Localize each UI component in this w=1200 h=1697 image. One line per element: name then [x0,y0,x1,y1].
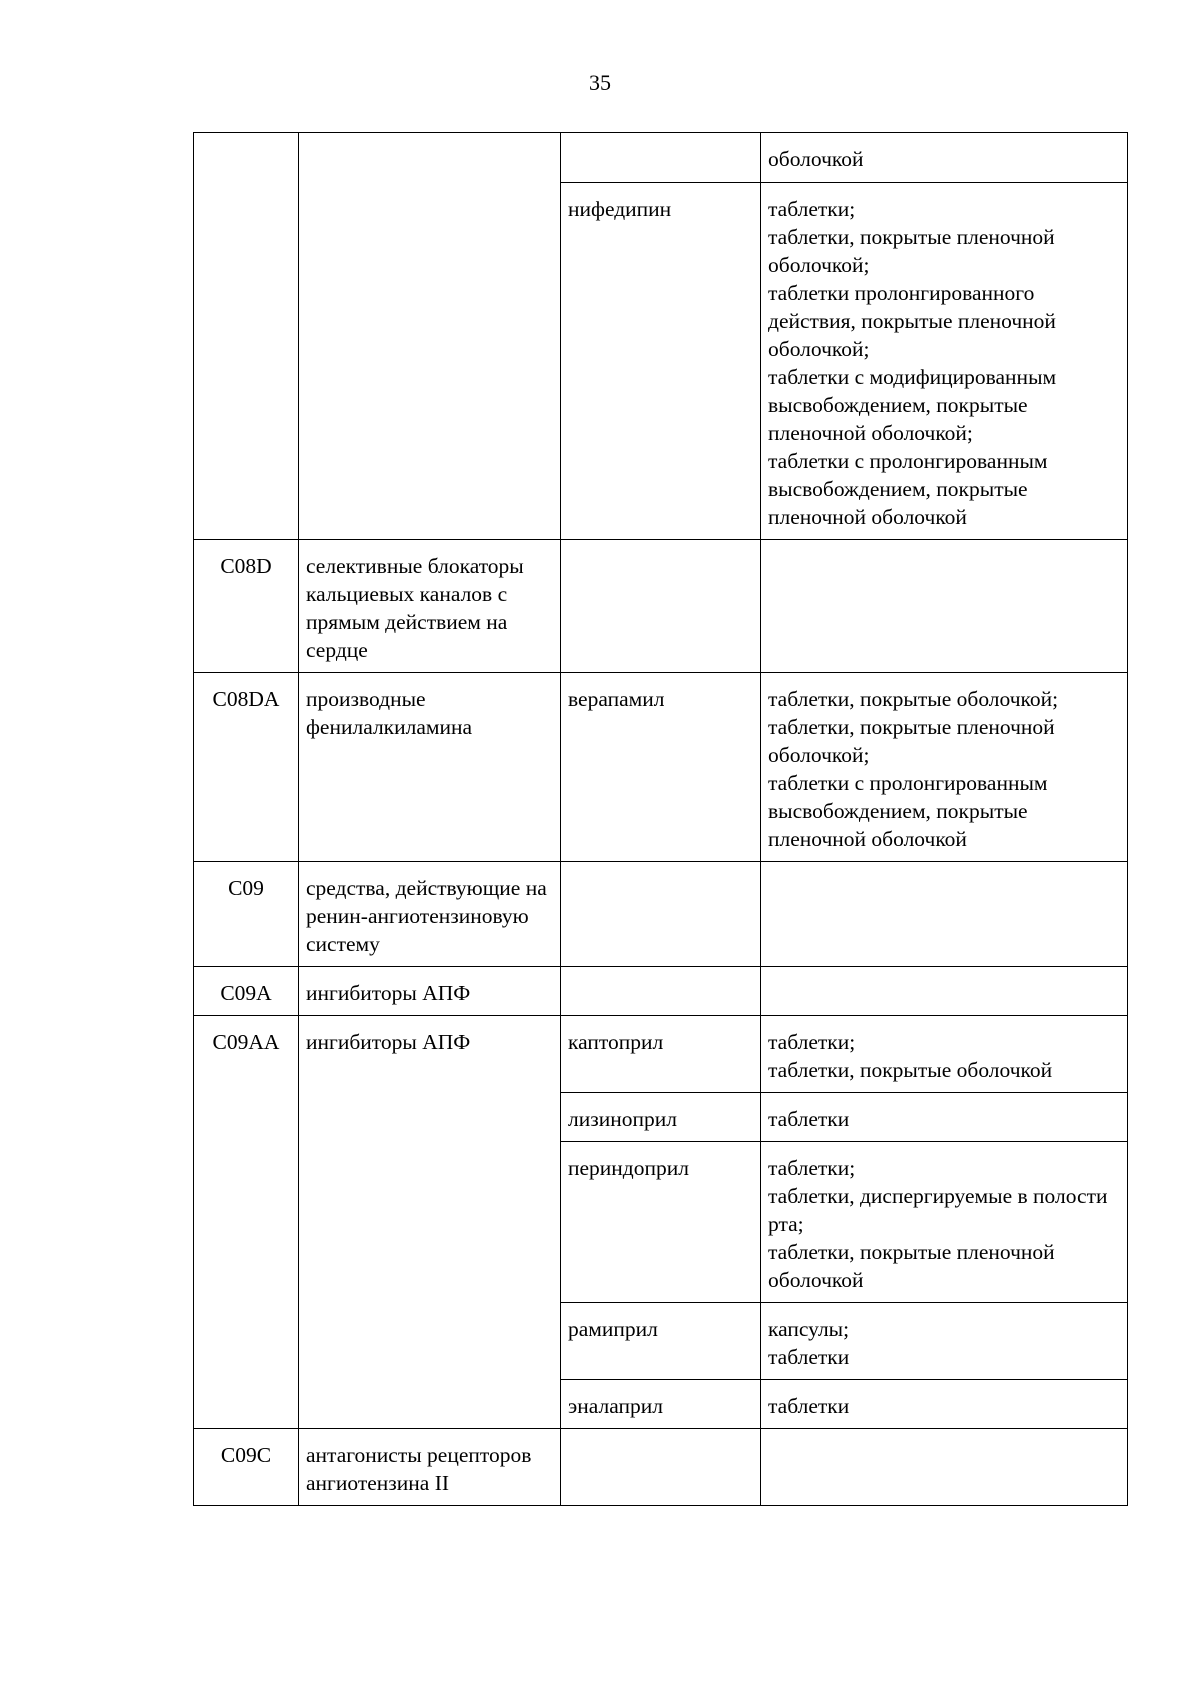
drug-name-cell [561,540,761,673]
atc-code-cell: C08D [194,540,299,673]
drug-name-cell: нифедипин [561,183,761,540]
dosage-form-cell: оболочкой [761,133,1128,183]
drug-name-cell: периндоприл [561,1142,761,1303]
pharmacological-group-cell: ингибиторы АПФ [299,1016,561,1429]
page-number: 35 [589,70,611,95]
pharmacological-group-cell [299,133,561,540]
drug-name-cell: рамиприл [561,1303,761,1380]
pharmacological-group-cell: антагонисты рецепторов ангиотензина II [299,1429,561,1506]
atc-code-cell: C08DA [194,673,299,862]
atc-code-cell: C09C [194,1429,299,1506]
pharmacological-group-cell: ингибиторы АПФ [299,967,561,1016]
table-row [194,673,1128,862]
dosage-form-cell [761,862,1128,967]
drug-name-cell: эналаприл [561,1380,761,1429]
drug-name-cell: лизиноприл [561,1093,761,1142]
table-row [194,1429,1128,1506]
dosage-form-cell [761,967,1128,1016]
drug-name-cell [561,862,761,967]
dosage-form-cell: капсулы; таблетки [761,1303,1128,1380]
drug-name-cell [561,133,761,183]
pharmacological-group-cell: средства, действующие на ренин-ангиотензиновую систему [299,862,561,967]
atc-code-cell: C09 [194,862,299,967]
table-row [194,862,1128,967]
drug-name-cell [561,1429,761,1506]
table-row [194,967,1128,1016]
pharmacological-group-cell: селективные блокаторы кальциевых каналов с прямым действием на сердце [299,540,561,673]
dosage-form-cell: таблетки; таблетки, диспергируемые в полости рта; таблетки, покрытые пленочной оболочкой [761,1142,1128,1303]
dosage-form-cell: таблетки; таблетки, покрытые пленочной оболочкой; таблетки пролонгированного действия, покрытые пленочной оболочкой; таблетки с модифицированным высвобождением, покрытые пленочной оболочкой; таблетки с пролонгированным высвобождением, покрытые пленочной оболочкой [761,183,1128,540]
drug-name-cell [561,967,761,1016]
atc-code-cell [194,133,299,540]
table-row [194,133,1128,183]
dosage-form-cell: таблетки; таблетки, покрытые оболочкой [761,1016,1128,1093]
dosage-form-cell [761,540,1128,673]
atc-code-cell: C09A [194,967,299,1016]
table-row [194,540,1128,673]
atc-code-cell: C09AA [194,1016,299,1429]
drug-classification-table [193,132,1128,1506]
table-row [194,1016,1128,1093]
dosage-form-cell [761,1429,1128,1506]
dosage-form-cell: таблетки [761,1380,1128,1429]
drug-name-cell: каптоприл [561,1016,761,1093]
dosage-form-cell: таблетки [761,1093,1128,1142]
pharmacological-group-cell: производные фенилалкиламина [299,673,561,862]
drug-name-cell: верапамил [561,673,761,862]
dosage-form-cell: таблетки, покрытые оболочкой; таблетки, покрытые пленочной оболочкой; таблетки с пролонгированным высвобождением, покрытые пленочной оболочкой [761,673,1128,862]
